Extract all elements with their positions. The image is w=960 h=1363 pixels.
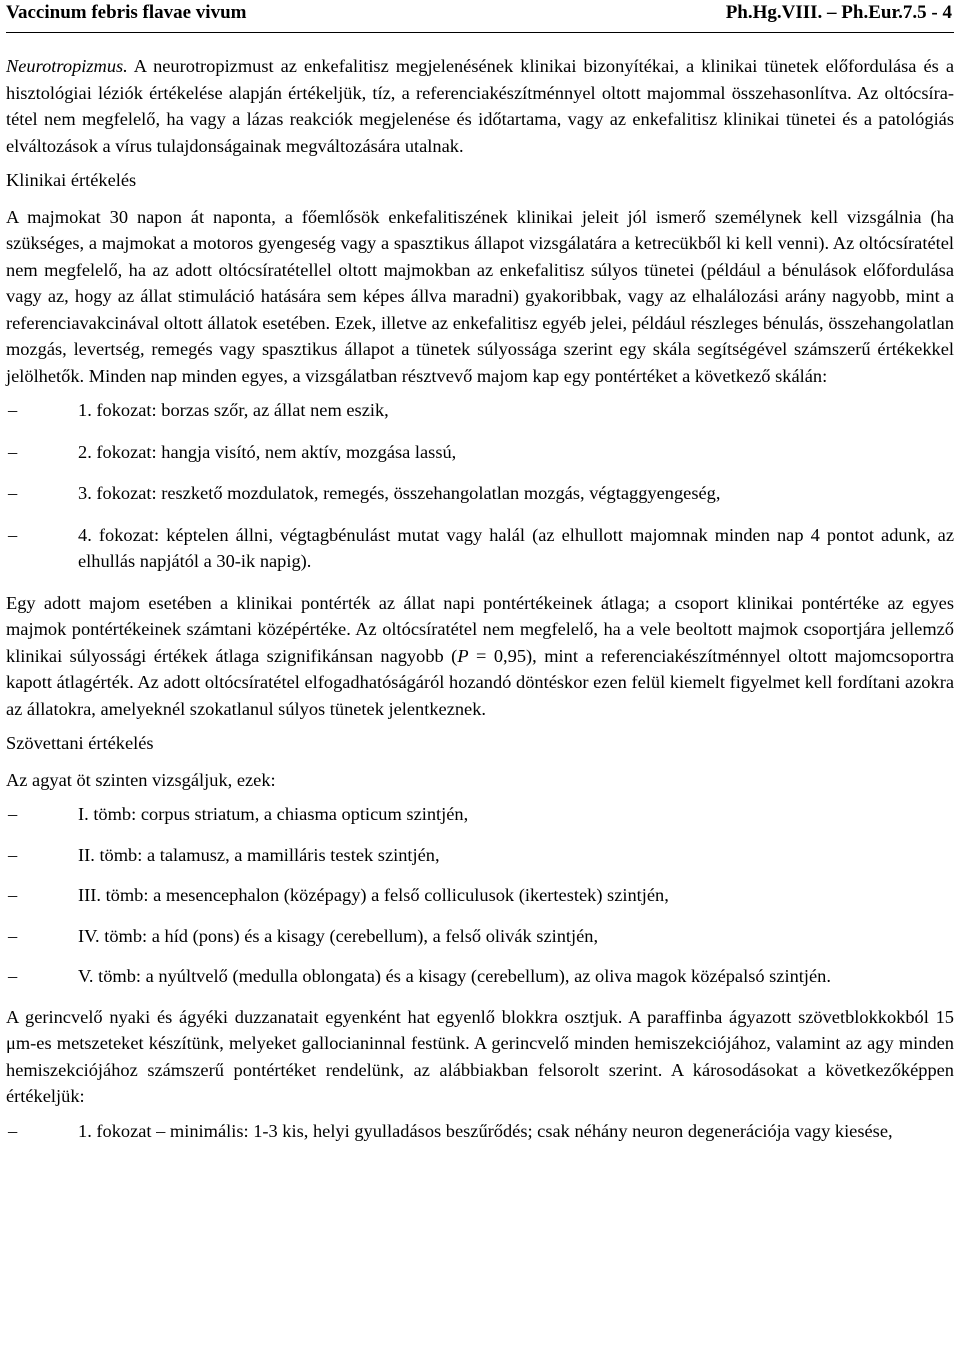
dash-bullet: –	[8, 925, 18, 946]
neurotropism-paragraph	[6, 53, 954, 159]
dash-bullet: –	[8, 441, 18, 462]
list-item: – 4. fokozat: képtelen állni, végtagbénulást mutat vagy halál (az elhullott majomnak minden nap 4 pontot adunk, az elhullás napjától a 30-ik napig).	[6, 522, 954, 575]
histology-intro: Az agyat öt szinten vizsgáljuk, ezek:	[6, 769, 276, 790]
histology-heading: Szövettani értékelés	[6, 733, 154, 753]
dash-bullet: –	[8, 400, 18, 420]
document-title: Vaccinum febris flavae vivum	[6, 2, 247, 23]
list-item: – 1. fokozat: borzas szőr, az állat nem eszik,	[6, 397, 954, 424]
list-item: – IV. tömb: a híd (pons) és a kisagy (cerebellum), a felső olivák szintjén,	[6, 923, 954, 950]
clinical-paragraph: A majmokat 30 napon át naponta, a főemlősök enkefalitiszének klinikai jeleit jól ismerő személynek kell vizsgálnia (ha szükséges, a majmokat a motoros gyengeség vagy a spasztikus állapot vizsgálatára a ketrecükből ki kell venni). Az oltócsíratétel nem megfelelő, ha az adott oltócsíratétellel oltott majmokban az enkefalitisz súlyos tünetei (például a bénulások előfordulása vagy az, hogy az állat stimuláció hatására sem képes állva maradni) gyakoribbak, vagy az elhalálozási arány nagyobb, mint a referenciavakcinával oltott állatok esetében. Ezek, illetve az enkefalitisz egyéb jelei, például részleges bénulás, összehangolatlan mozgás, levertség, remegés vagy spasztikus állapot a tünetek súlyossága szerint egy skála segítségével számszerű értékekkel jelölhetők. Minden nap minden egyes, a vizsgálatban résztvevő majom kap egy pontértéket a következő skálán:	[6, 206, 954, 386]
list-item: – III. tömb: a mesencephalon (középagy) a felső colliculusok (ikertestek) szintjén,	[6, 882, 954, 909]
neurotropism-text: A neurotropizmust az enkefalitisz megjelenésének klinikai bizonyítékai, a klinikai tünetek előfordulása és a hisztológiai léziók értékelése alapján értékeljük, tíz, a referenciakészítménnyel oltott majommal összehasonlítva. Az oltócsíra-tétel nem megfelelő, ha vagy a lázas reakciók megjelenése és időtartama, vagy az enkefalitisz klinikai tünetei és a patológiás elváltozások a vírus tulajdonságainak megváltozására utalnak.	[6, 56, 954, 156]
dash-bullet: –	[8, 966, 18, 986]
dash-bullet: –	[8, 804, 18, 824]
clinical-heading: Klinikai értékelés	[6, 170, 137, 190]
dash-bullet: –	[8, 483, 18, 503]
damage-grade-list	[6, 1118, 954, 1145]
brain-block-list	[6, 801, 954, 990]
dash-bullet: –	[8, 885, 18, 905]
list-item: – II. tömb: a talamusz, a mamilláris testek szintjén,	[6, 842, 954, 869]
list-item: – I. tömb: corpus striatum, a chiasma opticum szintjén,	[6, 801, 954, 828]
dash-bullet: –	[8, 1120, 18, 1141]
pharmacopoeia-reference: Ph.Hg.VIII. – Ph.Eur.7.5 - 4	[725, 2, 952, 23]
neurotropism-term: Neurotropizmus.	[6, 56, 128, 76]
list-item: – 3. fokozat: reszkető mozdulatok, remegés, összehangolatlan mozgás, végtaggyengeség,	[6, 480, 954, 507]
dash-bullet: –	[8, 844, 18, 865]
clinical-grade-list	[6, 397, 954, 575]
spinal-cord-paragraph: A gerincvelő nyaki és ágyéki duzzanatait egyenként hat egyenlő blokkra osztjuk. A paraffinba ágyazott szövetblokkokból 15 μm-es metszeteket készítünk, melyeket gallocianinnal festünk. A gerincvelő minden hemiszekciójához, valamint az agy minden hemiszekciójához számszerű pontértéket rendelünk, az alábbiakban felsorolt szerint. A károsodásokat a következőképpen értékeljük:	[6, 1006, 954, 1106]
list-item: – V. tömb: a nyúltvelő (medulla oblongata) és a kisagy (cerebellum), az oliva magok középalsó szintjén.	[6, 963, 954, 990]
page-header	[6, 0, 954, 33]
clinical-score-paragraph: Egy adott majom esetében a klinikai pontérték az állat napi pontértékeinek átlaga; a csoport klinikai pontértéke az egyes majmok pontértékeinek számtani középértéke. Az oltócsíratétel nem megfelelő, ha a vele beoltott majmok csoportjára jellemző klinikai súlyossági értékek átlaga szignifikánsan nagyobb (P = 0,95), mint a referenciakészítménnyel oltott majomcsoportra kapott átlagérték. Az adott oltócsíratétel elfogadhatóságáról hozandó döntéskor ezen felül kiemelt figyelmet kell fordítani azokra az állatokra, amelyeknél szokatlanul súlyos tünetek jelentkeznek.	[6, 592, 954, 719]
dash-bullet: –	[8, 524, 18, 545]
list-item: – 2. fokozat: hangja visító, nem aktív, mozgása lassú,	[6, 439, 954, 466]
p-symbol: P	[457, 645, 469, 666]
list-item: – 1. fokozat – minimális: 1-3 kis, helyi gyulladásos beszűrődés; csak néhány neuron degenerációja vagy kiesése,	[6, 1118, 954, 1145]
document-body	[6, 53, 954, 1144]
